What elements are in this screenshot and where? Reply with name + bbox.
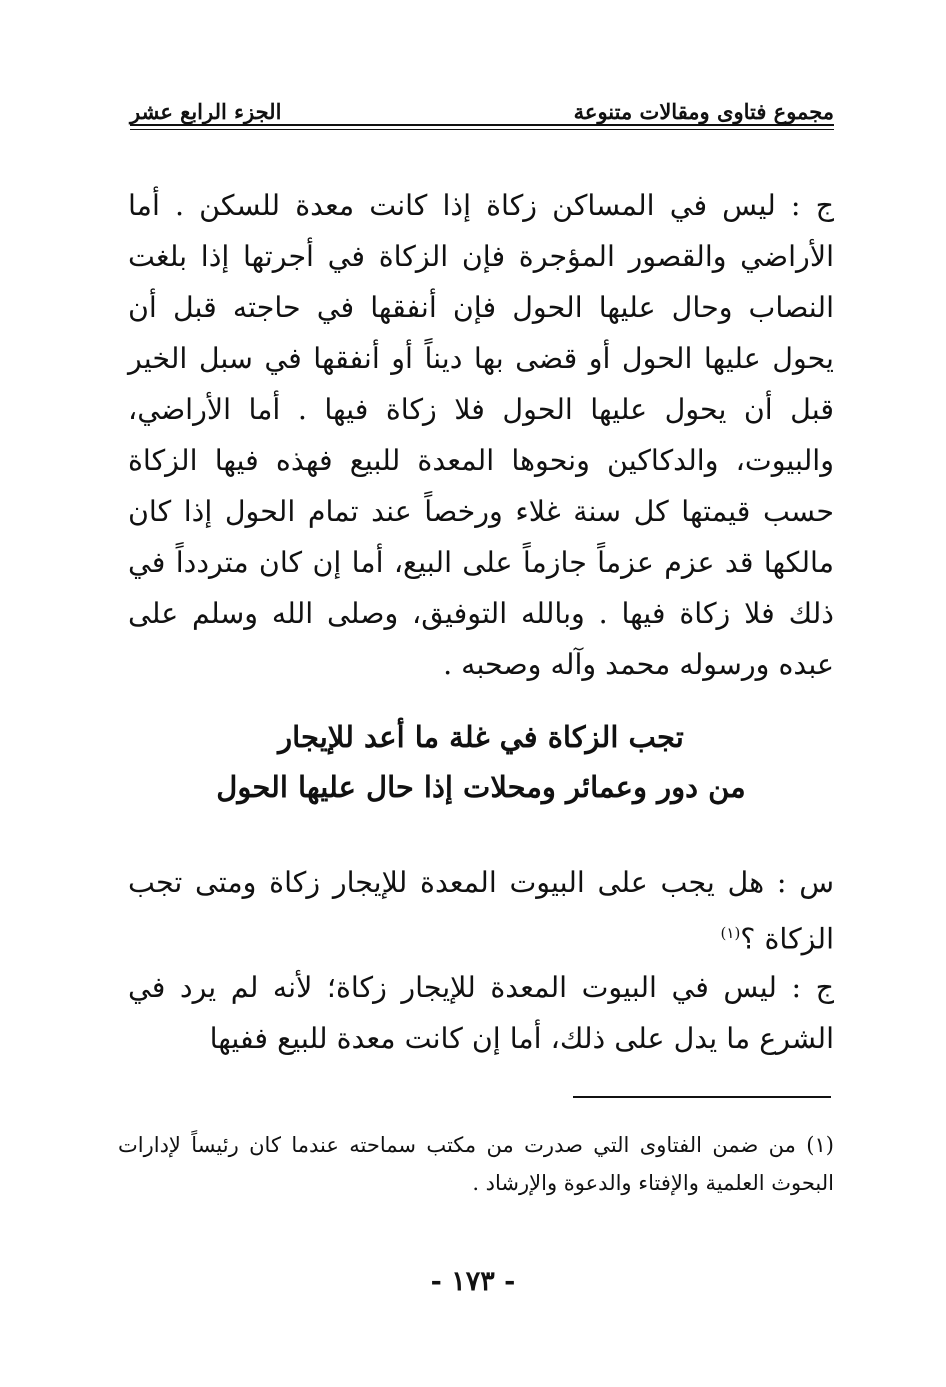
- section-title-line-1: تجب الزكاة في غلة ما أعد للإيجار: [278, 720, 684, 754]
- section-title: [128, 712, 834, 812]
- answer-paragraph-2: ج : ليس في البيوت المعدة للإيجار زكاة؛ لأنه لم يرد في الشرع ما يدل على ذلك، أما إن كانت معدة للبيع ففيها: [128, 971, 834, 1055]
- volume-title: الجزء الرابع عشر: [130, 99, 282, 124]
- footnote: [118, 1126, 834, 1202]
- book-title: مجموع فتاوى ومقالات متنوعة: [573, 99, 834, 124]
- footnote-marker: (١): [806, 1133, 834, 1157]
- question-text: س : هل يجب على البيوت المعدة للإيجار زكاة ومتى تجب الزكاة ؟: [128, 866, 834, 956]
- footnote-separator: [573, 1096, 831, 1098]
- header-rule-thin: [130, 129, 834, 130]
- footnote-reference: (١): [720, 924, 741, 942]
- running-header: [130, 88, 834, 124]
- footnote-text: من ضمن الفتاوى التي صدرت من مكتب سماحته عندما كان رئيساً لإدارات البحوث العلمية والإفتاء والدعوة والإرشاد .: [118, 1133, 834, 1195]
- question-paragraph: [128, 857, 834, 965]
- header-rule: [130, 124, 834, 126]
- page-number: - ١٧٣ -: [430, 1266, 516, 1297]
- section-title-line-2: من دور وعمائر ومحلات إذا حال عليها الحول: [216, 770, 746, 804]
- answer-paragraph: ج : ليس في المساكن زكاة إذا كانت معدة للسكن . أما الأراضي والقصور المؤجرة فإن الزكاة في أجرتها إذا بلغت النصاب وحال عليها الحول فإن أنفقها في حاجته قبل أن يحول عليها الحول أو قضى بها ديناً أو أنفقها في سبل الخير قبل أن يحول عليها الحول فلا زكاة فيها . أما الأراضي، والبيوت، والدكاكين ونحوها المعدة للبيع فهذه فيها الزكاة حسب قيمتها كل سنة غلاء ورخصاً عند تمام الحول إذا كان مالكها قد عزم عزماً جازماً على البيع، أما إن كان متردداً في ذلك فلا زكاة فيها . وبالله التوفيق، وصلى الله وسلم على عبده ورسوله محمد وآله وصحبه .: [128, 189, 834, 681]
